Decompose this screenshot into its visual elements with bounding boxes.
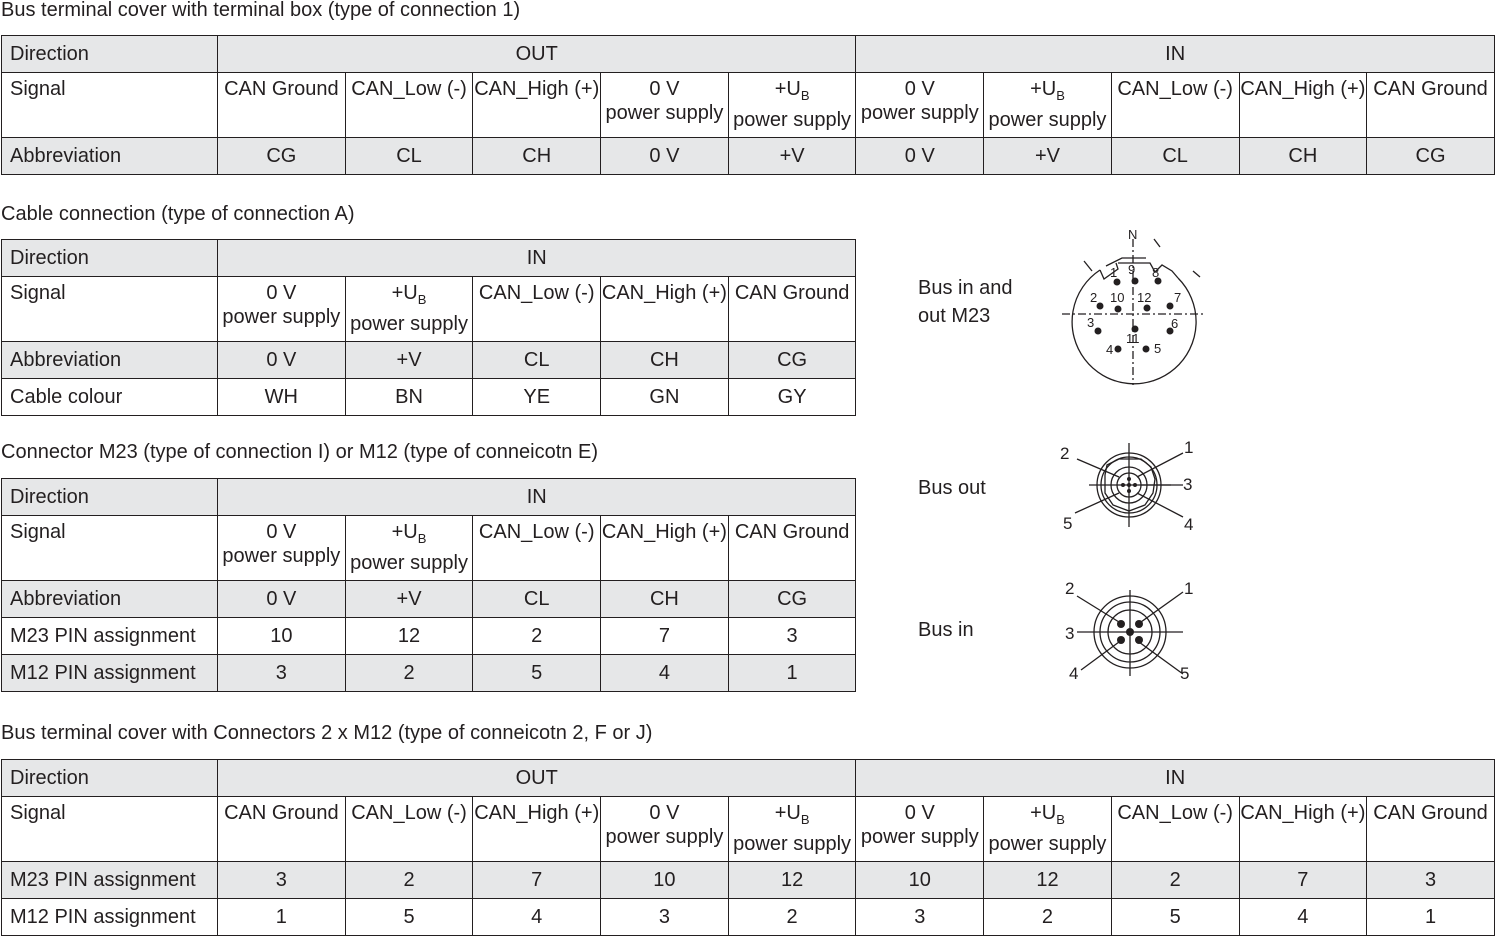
table-cell: 0 V — [856, 138, 984, 175]
table-cell: 12 — [728, 862, 856, 899]
signal-description: power supply — [733, 833, 852, 855]
signal-name: 0 V — [904, 78, 935, 100]
signal-description: power supply — [988, 833, 1107, 855]
table-cell: 4 — [601, 655, 729, 692]
signal-row — [2, 516, 856, 581]
table-cell: 2 — [473, 618, 601, 655]
signal-name: CAN_High (+) — [601, 521, 727, 543]
signal-row — [2, 277, 856, 342]
pin-label: 6 — [1171, 316, 1179, 331]
signal-description: power supply — [860, 826, 979, 848]
pin-dot — [1115, 346, 1122, 353]
signal-name: CAN Ground — [224, 78, 339, 100]
pin-label: 11 — [1126, 331, 1140, 346]
table-cell — [1239, 73, 1367, 138]
signal-description: power supply — [222, 545, 341, 567]
pin-label: 3 — [1183, 475, 1193, 494]
direction-in: IN — [856, 760, 1494, 797]
row-label: M12 PIN assignment — [2, 899, 218, 936]
pin-label: 5 — [1180, 664, 1190, 683]
row-label: Direction — [2, 479, 218, 516]
table-cell: 4 — [473, 899, 601, 936]
pin-label: 12 — [1137, 290, 1152, 305]
row-label: Abbreviation — [2, 342, 218, 379]
table-cell — [218, 73, 346, 138]
pin-label: 9 — [1128, 262, 1136, 277]
direction-in: IN — [218, 240, 856, 277]
table-cell: 4 — [1239, 899, 1367, 936]
pin-label: 10 — [1110, 290, 1125, 305]
pin-label: 1 — [1184, 579, 1194, 598]
signal-name: 0 V — [904, 802, 935, 824]
pin-label: 4 — [1106, 342, 1114, 357]
signal-description: power supply — [605, 102, 724, 124]
pin-label: 1 — [1184, 438, 1194, 457]
pin-label: 5 — [1154, 341, 1162, 356]
signal-name: CAN_High (+) — [474, 802, 600, 824]
table-cell: CH — [473, 138, 601, 175]
row-label: M23 PIN assignment — [2, 618, 218, 655]
signal-name: +U — [1030, 78, 1057, 100]
signal-name: CAN_Low (-) — [351, 78, 467, 100]
table-cell: 12 — [345, 618, 473, 655]
table-cell: 3 — [728, 618, 856, 655]
signal-description: power supply — [222, 306, 341, 328]
caption-line: out M23 — [918, 305, 991, 327]
table-cell: 10 — [601, 862, 729, 899]
table-cell: BN — [345, 379, 473, 416]
table3-heading: Connector M23 (type of connection I) or M12 (type of conneicotn E) — [1, 441, 598, 463]
north-label: N — [1128, 227, 1138, 242]
row-label: Signal — [2, 73, 218, 138]
row-label: Signal — [2, 277, 218, 342]
signal-description: power supply — [988, 109, 1107, 131]
abbreviation-row — [2, 342, 856, 379]
pin-dot — [1127, 483, 1131, 487]
signal-subscript: B — [800, 812, 810, 827]
signal-name: CAN Ground — [1373, 802, 1488, 824]
table-cell: 2 — [345, 655, 473, 692]
table-cell: 3 — [218, 862, 346, 899]
table-cell — [1111, 797, 1239, 862]
signal-name: CAN_High (+) — [1240, 78, 1366, 100]
table-cell — [345, 797, 473, 862]
pin-label: 5 — [1063, 514, 1073, 533]
row-label: M12 PIN assignment — [2, 655, 218, 692]
table-cell: 2 — [345, 862, 473, 899]
table-cell: CL — [473, 581, 601, 618]
table-cable-connection — [1, 239, 856, 416]
row-label: Cable colour — [2, 379, 218, 416]
table-connectors-2xm12 — [1, 759, 1495, 936]
pin-label: 2 — [1065, 579, 1075, 598]
pin-dot — [1135, 636, 1143, 644]
signal-name: +U — [391, 521, 418, 543]
direction-row — [2, 240, 856, 277]
table-cell: 2 — [984, 899, 1112, 936]
row-label: Abbreviation — [2, 138, 218, 175]
signal-description: power supply — [733, 109, 852, 131]
direction-in: IN — [218, 479, 856, 516]
signal-name: CAN_High (+) — [474, 78, 600, 100]
row-label: Abbreviation — [2, 581, 218, 618]
bus-in-caption: Bus in — [918, 619, 974, 641]
table-cell — [1367, 797, 1495, 862]
table-cell — [345, 516, 473, 581]
table-cell — [601, 797, 729, 862]
table-cell: 2 — [728, 899, 856, 936]
table-cell — [984, 797, 1112, 862]
pin-label: 1 — [1110, 265, 1118, 280]
table-cell: 3 — [1367, 862, 1495, 899]
table-cell — [856, 797, 984, 862]
table-cell: 0 V — [601, 138, 729, 175]
table-cell — [218, 516, 346, 581]
table-cell: GN — [601, 379, 729, 416]
table-cell: 7 — [601, 618, 729, 655]
pin-dot — [1117, 636, 1125, 644]
table-cell: YE — [473, 379, 601, 416]
pin-label: 8 — [1152, 265, 1160, 280]
signal-description: power supply — [605, 826, 724, 848]
table-cell: 3 — [218, 655, 346, 692]
table-cell — [473, 73, 601, 138]
table-cell: +V — [984, 138, 1112, 175]
m12-pin-row — [2, 899, 1495, 936]
signal-name: CAN Ground — [734, 521, 850, 543]
pin-label: 4 — [1184, 515, 1194, 534]
row-label: Direction — [2, 760, 218, 797]
signal-name: 0 V — [266, 521, 297, 543]
pin-dot — [1127, 477, 1131, 481]
abbreviation-row — [2, 581, 856, 618]
signal-name: CAN_Low (-) — [478, 282, 595, 304]
table-cell: CH — [601, 581, 729, 618]
table-cell: 5 — [1111, 899, 1239, 936]
signal-name: CAN_Low (-) — [1117, 78, 1233, 100]
signal-name: 0 V — [649, 78, 680, 100]
signal-description: power supply — [860, 102, 979, 124]
table-cell: +V — [728, 138, 856, 175]
table4-heading: Bus terminal cover with Connectors 2 x M12 (type of conneicotn 2, F or J) — [1, 722, 653, 744]
table-cell: CG — [218, 138, 346, 175]
signal-name: CAN Ground — [734, 282, 850, 304]
pin-dot — [1133, 483, 1137, 487]
table-cell: 1 — [728, 655, 856, 692]
signal-name: CAN Ground — [1373, 78, 1488, 100]
table-cell: 0 V — [218, 581, 346, 618]
direction-out: OUT — [218, 36, 856, 73]
pin-dot — [1126, 628, 1134, 636]
direction-in: IN — [856, 36, 1494, 73]
table-cell: CG — [728, 581, 856, 618]
direction-out: OUT — [218, 760, 856, 797]
table-cell: 3 — [601, 899, 729, 936]
table-cell: 7 — [473, 862, 601, 899]
table-cell — [728, 797, 856, 862]
pin-label: 7 — [1174, 290, 1182, 305]
direction-row — [2, 760, 1495, 797]
table-connector-m23-m12 — [1, 478, 856, 692]
table-cell: +V — [345, 342, 473, 379]
table-cell — [473, 277, 601, 342]
row-label: M23 PIN assignment — [2, 862, 218, 899]
signal-description: power supply — [350, 552, 468, 574]
pin-dot — [1143, 346, 1150, 353]
direction-row — [2, 479, 856, 516]
table-cell — [984, 73, 1112, 138]
row-label: Direction — [2, 240, 218, 277]
table-cell: 10 — [218, 618, 346, 655]
table-cell: 2 — [1111, 862, 1239, 899]
table-cell: 12 — [984, 862, 1112, 899]
table-cell — [473, 516, 601, 581]
signal-name: CAN Ground — [224, 802, 339, 824]
signal-name: CAN_Low (-) — [1117, 802, 1233, 824]
bus-out-caption: Bus out — [918, 477, 986, 499]
pin-dot — [1144, 305, 1151, 312]
table-cell — [856, 73, 984, 138]
row-label: Signal — [2, 797, 218, 862]
table-cell — [218, 277, 346, 342]
table-cell — [728, 73, 856, 138]
table-cell: CL — [1111, 138, 1239, 175]
pin-dot — [1097, 303, 1104, 310]
pin-dot — [1135, 620, 1143, 628]
pin-label: 3 — [1087, 315, 1095, 330]
table-cell: 0 V — [218, 342, 346, 379]
m12-pin-row — [2, 655, 856, 692]
table-cell: GY — [728, 379, 856, 416]
signal-name: +U — [774, 78, 801, 100]
pin-label: 3 — [1065, 624, 1075, 643]
pin-label: 2 — [1060, 444, 1070, 463]
table-cell: CL — [473, 342, 601, 379]
signal-subscript: B — [1056, 812, 1065, 827]
table-cell: CH — [1239, 138, 1367, 175]
signal-name: 0 V — [266, 282, 297, 304]
signal-row — [2, 73, 1495, 138]
signal-name: CAN_High (+) — [601, 282, 727, 304]
table-terminal-box — [1, 35, 1495, 175]
signal-name: +U — [774, 802, 801, 824]
m23-pin-row — [2, 862, 1495, 899]
table-cell — [601, 73, 729, 138]
signal-name: +U — [391, 282, 418, 304]
abbreviation-row — [2, 138, 1495, 175]
table-cell — [728, 277, 856, 342]
table-cell — [728, 516, 856, 581]
table-cell: WH — [218, 379, 346, 416]
table-cell: 5 — [345, 899, 473, 936]
table-cell — [345, 277, 473, 342]
signal-name: +U — [1030, 802, 1057, 824]
signal-subscript: B — [800, 88, 810, 103]
signal-name: CAN_High (+) — [1240, 802, 1366, 824]
signal-name: 0 V — [649, 802, 680, 824]
table1-heading: Bus terminal cover with terminal box (type of connection 1) — [1, 0, 521, 21]
signal-description: power supply — [350, 313, 468, 335]
table-cell — [1111, 73, 1239, 138]
table-cell: 1 — [1367, 899, 1495, 936]
table-cell: 1 — [218, 899, 346, 936]
table-cell: 5 — [473, 655, 601, 692]
pin-dot — [1095, 328, 1102, 335]
pin-dot — [1167, 303, 1174, 310]
signal-subscript: B — [1056, 88, 1065, 103]
m23-connector-diagram — [1060, 225, 1210, 390]
pin-dot — [1115, 306, 1122, 313]
signal-name: CAN_Low (-) — [351, 802, 467, 824]
bus-in-connector-diagram — [1055, 578, 1205, 688]
pin-label: 2 — [1090, 290, 1098, 305]
pin-dot — [1132, 278, 1139, 285]
table-cell: CL — [345, 138, 473, 175]
bus-out-connector-diagram — [1055, 435, 1205, 535]
direction-row — [2, 36, 1495, 73]
table-cell — [1367, 73, 1495, 138]
table-cell: CH — [601, 342, 729, 379]
signal-row — [2, 797, 1495, 862]
row-label: Signal — [2, 516, 218, 581]
row-label: Direction — [2, 36, 218, 73]
pin-dot — [1127, 489, 1131, 493]
table-cell: +V — [345, 581, 473, 618]
pin-label: 4 — [1069, 664, 1079, 683]
table-cell: CG — [728, 342, 856, 379]
table-cell — [473, 797, 601, 862]
table-cell — [1239, 797, 1367, 862]
caption-line: Bus in and — [918, 277, 1013, 299]
table-cell — [601, 516, 729, 581]
table-cell: 7 — [1239, 862, 1367, 899]
table2-heading: Cable connection (type of connection A) — [1, 203, 355, 225]
m23-diagram-caption — [918, 274, 1013, 330]
cable-colour-row — [2, 379, 856, 416]
table-cell: 3 — [856, 899, 984, 936]
table-cell — [218, 797, 346, 862]
signal-subscript: B — [417, 531, 427, 546]
table-cell: CG — [1367, 138, 1495, 175]
table-cell: 10 — [856, 862, 984, 899]
table-cell — [601, 277, 729, 342]
pin-dot — [1117, 620, 1125, 628]
signal-subscript: B — [417, 292, 427, 307]
table-cell — [345, 73, 473, 138]
pin-dot — [1121, 483, 1125, 487]
signal-name: CAN_Low (-) — [478, 521, 595, 543]
m23-pin-row — [2, 618, 856, 655]
